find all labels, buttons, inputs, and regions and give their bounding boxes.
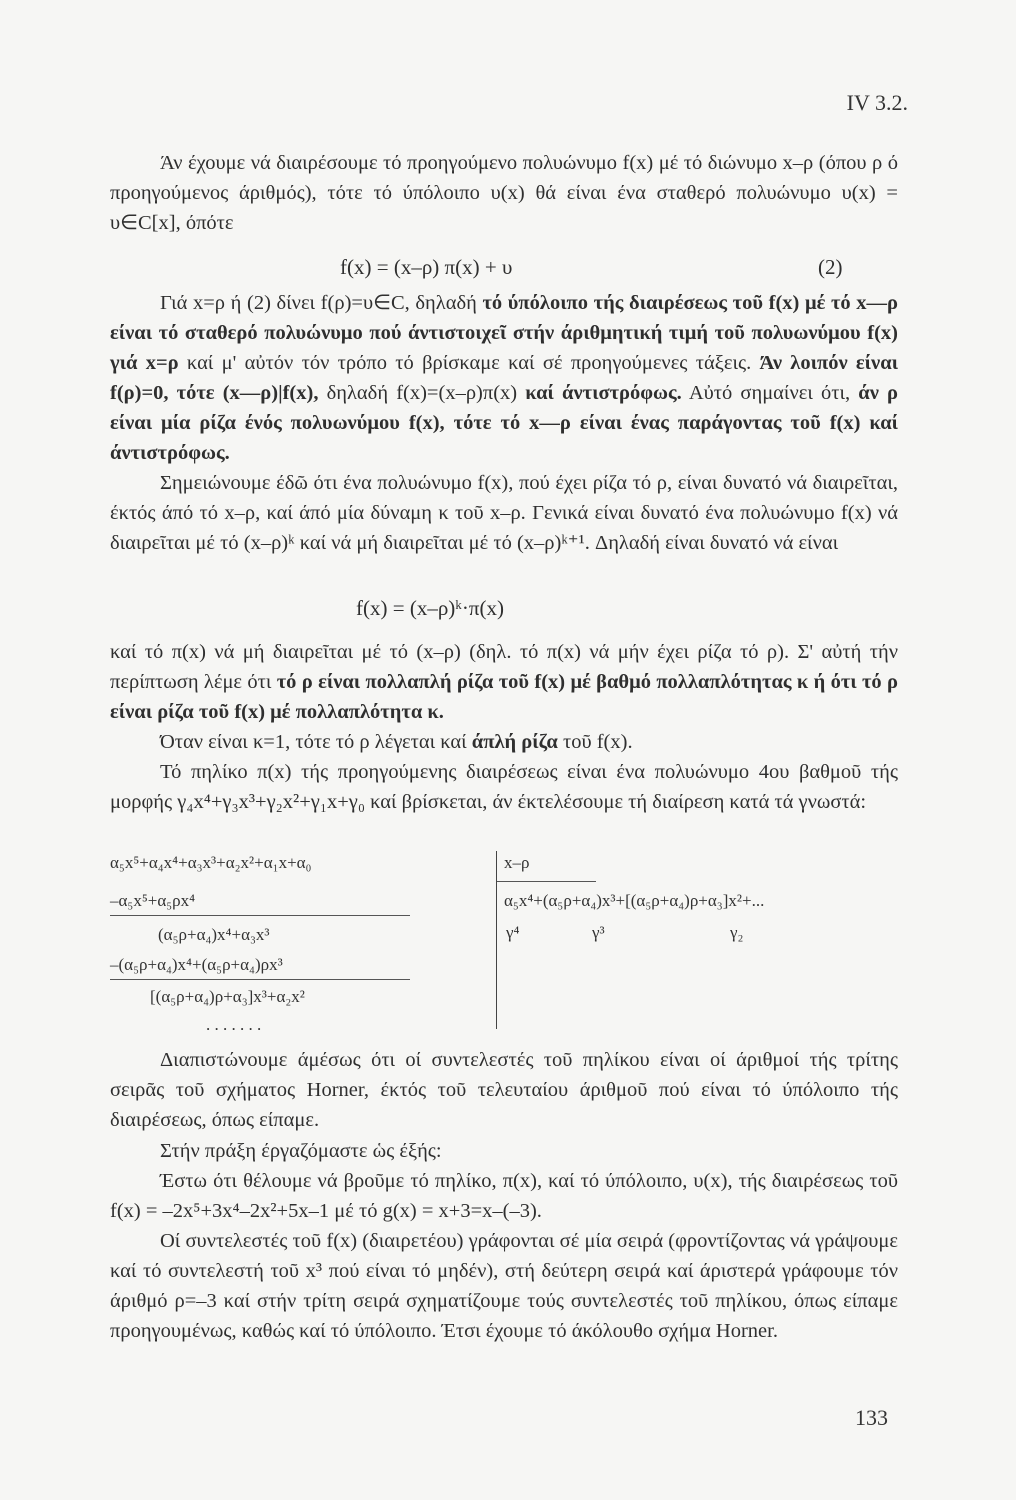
division-dividend: α₅x⁵+α₄x⁴+α₃x³+α₂x²+α₁x+α₀ bbox=[110, 853, 312, 872]
paragraph-5 bbox=[110, 727, 898, 757]
gamma-3-label: γ³ bbox=[592, 923, 605, 942]
gamma-4-label: γ⁴ bbox=[506, 923, 520, 942]
equation-2: f(x) = (x–ρ) π(x) + υ bbox=[340, 255, 513, 279]
division-vertical-rule bbox=[496, 851, 497, 1029]
paragraph-3: Σημειώνουμε έδῶ ότι ένα πολυώνυμο f(x), πού έχει ρίζα τό ρ, είναι δυνατό νά διαιρεῖται, έκτός άπό τό x–ρ, καί άπό μία δύναμη κ τοῦ x–ρ. Γενικά είναι δυνατό ένα πολυώνυμο f(x) νά διαιρεῖται μέ τό (x–ρ)ᵏ καί νά μή διαιρεῖται μέ τό (x–ρ)ᵏ⁺¹. Δηλαδή είναι δυνατό νά είναι bbox=[110, 472, 898, 554]
paragraph-9: Έστω ότι θέλουμε νά βροῦμε τό πηλίκο, π(x), καί τό ύπόλοιπο, υ(x), τής διαιρέσεως τοῦ f(x) = –2x⁵+3x⁴–2x²+5x–1 μέ τό g(x) = x+3=x–(–3). bbox=[110, 1170, 898, 1222]
equation-2-label: (2) bbox=[818, 255, 843, 279]
p2-bold-f: καί άντιστρόφως. bbox=[525, 382, 682, 404]
p5-text-a: Όταν είναι κ=1, τότε τό ρ λέγεται καί bbox=[160, 731, 472, 753]
divisor-rule bbox=[496, 881, 596, 882]
section-header: IV 3.2. bbox=[846, 90, 908, 115]
p2-text-e: δηλαδή f(x)=(x–ρ)π(x) bbox=[318, 382, 526, 404]
paragraph-1: Άν έχουμε νά διαιρέσουμε τό προηγούμενο πολυώνυμο f(x) μέ τό διώνυμο x–ρ (όπου ρ ό προηγούμενος άριθμός), τότε τό ύπόλοιπο υ(x) θά είναι ένα σταθερό πολυώνυμο υ(x) = υ∈C[x], όπότε bbox=[110, 152, 898, 234]
division-divisor: x–ρ bbox=[504, 853, 530, 872]
p5-bold-b: άπλή ρίζα bbox=[471, 731, 558, 753]
paragraph-6: Τό πηλίκο π(x) τής προηγούμενης διαιρέσεως είναι ένα πολυώνυμο 4ου βαθμοῦ τής μορφής γ₄x⁴+γ₃x³+γ₂x²+γ₁x+γ₀ καί βρίσκεται, άν έκτελέσουμε τή διαίρεση κατά τά γνωστά: bbox=[110, 761, 898, 813]
paragraph-8: Στήν πράξη έργαζόμαστε ὡς έξής: bbox=[160, 1140, 442, 1162]
p2-bold-b: τό ύπόλοιπο τής διαιρέσεως τοῦ f(x) μέ τό x—ρ είναι τό σταθερό πολυώνυμο πού άντιστοιχεῖ στήν άριθμητική τιμή τοῦ πολυωνύμου f(x) γιά x=ρ bbox=[110, 292, 898, 374]
division-row-3: (α₅ρ+α₄)x⁴+α₃x³ bbox=[158, 925, 270, 944]
division-row-2: –α₅x⁵+α₅ρx⁴ bbox=[110, 891, 196, 910]
paragraph-2 bbox=[110, 288, 898, 468]
paragraph-10: Οί συντελεστές τοῦ f(x) (διαιρετέου) γράφονται σέ μία σειρά (φροντίζοντας νά γράψουμε καί τό συντελεστή τοῦ x³ πού είναι τό μηδέν), στή δεύτερη σειρά καί άριστερά γράφουμε τόν άριθμό ρ=–3 καί στήν τρίτη σειρά σχηματίζουμε τούς συντελεστές τοῦ πηλίκου, όπως είπαμε προηγουμένως, καθώς καί τό ύπόλοιπο. Έτσι έχουμε τό άκόλουθο σχήμα Horner. bbox=[110, 1230, 898, 1342]
division-row-6: . . . . . . . bbox=[206, 1015, 262, 1034]
paragraph-7: Διαπιστώνουμε άμέσως ότι οί συντελεστές τοῦ πηλίκου είναι οί άριθμοί τής τρίτης σειρᾶς τοῦ σχήματος Horner, έκτός τοῦ τελευταίου άριθμοῦ πού είναι τό ύπόλοιπο τής διαιρέσεως, όπως είπαμε. bbox=[110, 1049, 898, 1131]
subtraction-rule-1 bbox=[110, 915, 410, 916]
paragraph-4 bbox=[110, 637, 898, 727]
p4-text-a: καί τό π(x) νά μή διαιρεῖται μέ τό (x–ρ) (δηλ. τό π(x) νά μήν έχει ρίζα τό ρ). Σ' αὐτή τήν περίπτωση λέμε ότι bbox=[110, 641, 898, 693]
p2-bold-d: Άν λοιπόν είναι f(ρ)=0, τότε (x—ρ)|f(x), bbox=[110, 352, 898, 404]
equation-multiplicity: f(x) = (x–ρ)ᵏ·π(x) bbox=[356, 596, 504, 620]
page-number: 133 bbox=[855, 1405, 888, 1430]
p2-text-c: καί μ' αὐτόν τόν τρόπο τό βρίσκαμε καί σέ προηγούμενες τάξεις. bbox=[178, 352, 760, 374]
gamma-2-label: γ₂ bbox=[730, 923, 744, 942]
p2-text-g: Αὐτό σημαίνει ότι, bbox=[681, 382, 859, 404]
long-division-scheme bbox=[110, 845, 870, 1045]
p5-text-c: τοῦ f(x). bbox=[557, 731, 633, 753]
p4-bold-b: τό ρ είναι πολλαπλή ρίζα τοῦ f(x) μέ βαθμό πολλαπλότητας κ ή ότι τό ρ είναι ρίζα τοῦ f(x) μέ πολλαπλότητα κ. bbox=[110, 671, 898, 723]
p2-text-a: Γιά x=ρ ή (2) δίνει f(ρ)=υ∈C, δηλαδή bbox=[160, 292, 483, 314]
subtraction-rule-2 bbox=[110, 979, 410, 980]
p2-bold-h: άν ρ είναι μία ρίζα ένός πολυωνύμου f(x), τότε τό x—ρ είναι ένας παράγοντας τοῦ f(x) καί άντιστρόφως. bbox=[110, 382, 898, 464]
division-row-5: [(α₅ρ+α₄)ρ+α₃]x³+α₂x² bbox=[150, 987, 305, 1006]
division-row-4: –(α₅ρ+α₄)x⁴+(α₅ρ+α₄)ρx³ bbox=[110, 955, 283, 974]
division-quotient: α₅x⁴+(α₅ρ+α₄)x³+[(α₅ρ+α₄)ρ+α₃]x²+... bbox=[504, 891, 765, 910]
